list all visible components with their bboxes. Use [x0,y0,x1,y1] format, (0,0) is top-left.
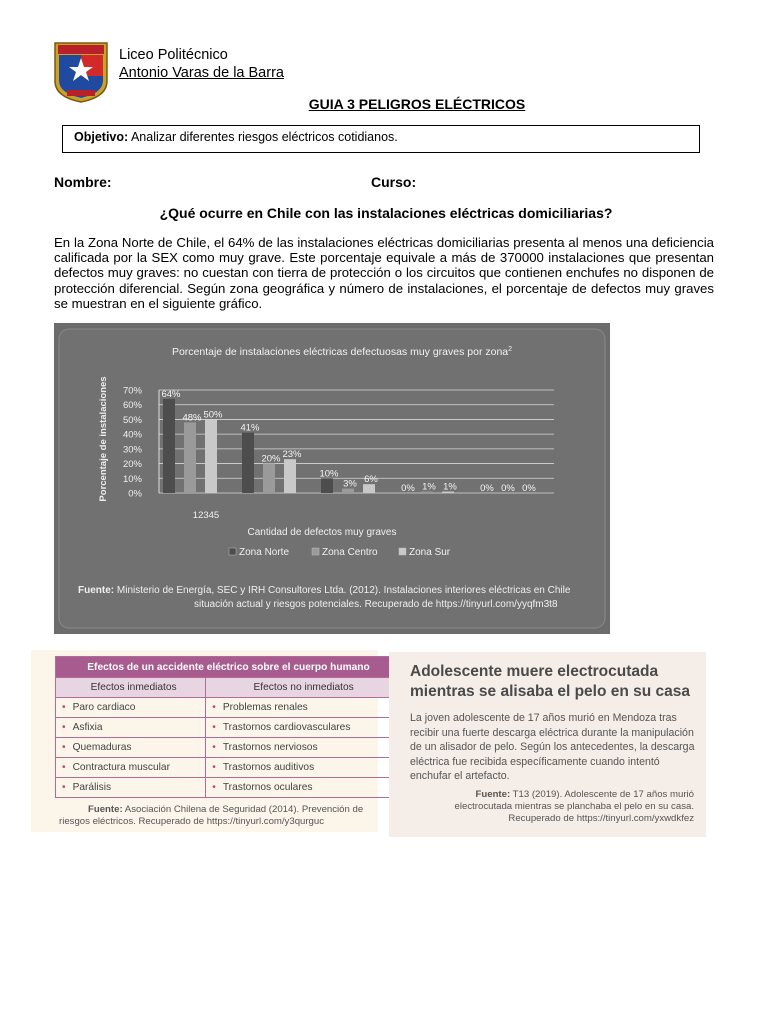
bar-zona-norte-3 [321,478,333,493]
bar-zona-centro-2 [263,464,275,493]
name-field-label: Nombre: [54,174,112,190]
col-non-immediate-header: Efectos no inmediatos [206,678,396,698]
bar-value-label: 0% [522,483,536,494]
bar-zona-centro-1 [184,422,196,493]
bullet-icon: • [212,722,216,733]
effects-table-source: Fuente: Asociación Chilena de Seguridad (2014). Prevención de riesgos eléctricos. Recuperado de https://tinyurl.com/y3qurguc [59,804,364,827]
school-name-line2: Antonio Varas de la Barra [119,65,284,81]
bar-zona-sur-1 [205,419,217,493]
bar-value-label: 1% [443,481,457,493]
bar-zona-norte-2 [242,433,254,493]
news-body: La joven adolescente de 17 años murió en Mendoza tras recibir una fuerte descarga eléctrica durante la manipulación de un alisador de pelo. Según los antecedentes, la descarga eléctrica fue recibida específicamente cuando intentó enchufar el artefacto. [410,712,695,783]
effect-non-immediate: Trastornos nerviosos [222,742,318,753]
x-category-labels: 12345 [192,510,220,521]
legend-swatch [229,548,236,555]
bullet-icon: • [62,762,66,773]
bar-value-label: 1% [422,481,436,493]
bar-value-label: 23% [282,449,302,461]
bar-value-label: 20% [261,453,281,465]
bullet-icon: • [62,722,66,733]
effect-immediate: Parálisis [72,782,112,793]
bar-zona-norte-1 [163,399,175,493]
objective [74,130,398,144]
x-axis-label: Cantidad de defectos muy graves [247,527,397,538]
objective-label: Objetivo: [74,130,129,144]
effect-non-immediate: Trastornos auditivos [222,762,315,773]
bar-value-label: 0% [501,483,515,494]
effect-non-immediate: Trastornos oculares [222,782,313,793]
y-tick-label: 50% [122,414,142,426]
bar-value-label: 41% [240,422,260,434]
table-row [56,738,396,758]
legend-label: Zona Sur [409,547,451,558]
bullet-icon: • [212,742,216,753]
bullet-icon: • [62,702,66,713]
table-row [56,698,396,718]
y-tick-label: 0% [128,488,142,500]
bar-value-label: 0% [401,483,415,494]
bar-value-label: 64% [161,388,181,400]
bullet-icon: • [62,782,66,793]
y-tick-label: 10% [122,473,142,485]
bullet-icon: • [212,762,216,773]
legend-swatch [312,548,319,555]
news-headline: Adolescente muere electrocutada mientras se alisaba el pelo en su casa [410,663,691,700]
objective-text: Analizar diferentes riesgos eléctricos cotidianos. [128,130,398,144]
effects-table-title: Efectos de un accidente eléctrico sobre el cuerpo humano [56,657,396,678]
y-tick-label: 20% [122,459,142,471]
effect-non-immediate: Trastornos cardiovasculares [222,722,351,733]
effect-immediate: Asfixia [72,722,103,733]
table-row [56,778,396,798]
legend-swatch [399,548,406,555]
table-row [56,718,396,738]
school-logo [53,41,109,103]
chart-title: Porcentaje de instalaciones eléctricas defectuosas muy graves por zona$^2$ [171,346,513,358]
defects-chart [54,323,610,634]
intro-paragraph: En la Zona Norte de Chile, el 64% de las instalaciones eléctricas domiciliarias presenta al menos una deficiencia calificada por la SEX como muy grave. Este porcentaje equivale a más de 370000 instalaciones que presentan defectos muy graves: no cuestan con tierra de protección o los circuitos que contienen enchufes no disponen de protección diferencial. Según zona geográfica y número de instalaciones, el porcentaje de defectos muy graves se muestran en el siguiente gráfico. [54,235,714,311]
bullet-icon: • [212,782,216,793]
bullet-icon: • [212,702,216,713]
page-title: GUIA 3 PELIGROS ELÉCTRICOS [308,96,526,112]
bullet-icon: • [62,742,66,753]
effect-immediate: Contractura muscular [72,762,170,773]
y-tick-label: 60% [122,400,142,412]
bar-zona-sur-3 [363,484,375,493]
table-row [56,758,396,778]
bar-zona-sur-2 [284,459,296,493]
bar-value-label: 3% [343,478,357,490]
y-axis-label: Porcentaje de instalaciones [98,376,109,502]
chart-source-line1: Fuente: Ministerio de Energía, SEC y IRH Consultores Ltda. (2012). Instalaciones interiores eléctricas en Chile [78,585,571,596]
bar-value-label: 0% [480,483,494,494]
bar-value-label: 6% [364,474,378,486]
bar-value-label: 10% [319,468,339,480]
effect-non-immediate: Problemas renales [222,702,308,713]
legend-label: Zona Centro [322,547,378,558]
y-tick-label: 30% [122,444,142,456]
legend-label: Zona Norte [239,547,290,558]
section-question: ¿Qué ocurre en Chile con las instalaciones eléctricas domiciliarias? [159,205,613,221]
y-tick-label: 70% [122,385,142,397]
chart-source-line2: situación actual y riesgos potenciales. Recuperado de https://tinyurl.com/yyqfm3t8 [194,599,558,610]
news-source: Fuente: T13 (2019). Adolescente de 17 años murió electrocutada mientras se planchaba el pelo en su casa. Recuperado de https://tinyurl.com/yxwdkfez [454,789,694,824]
chart-canvas [54,323,610,634]
effects-table [55,656,396,798]
bar-value-label: 50% [203,409,223,421]
course-field-label: Curso: [371,174,417,190]
effect-immediate: Quemaduras [72,742,132,753]
effect-immediate: Paro cardiaco [72,702,136,713]
bar-value-label: 48% [182,412,202,424]
col-immediate-header: Efectos inmediatos [56,678,206,698]
school-name-line1: Liceo Politécnico [119,47,228,63]
y-tick-label: 40% [122,429,142,441]
